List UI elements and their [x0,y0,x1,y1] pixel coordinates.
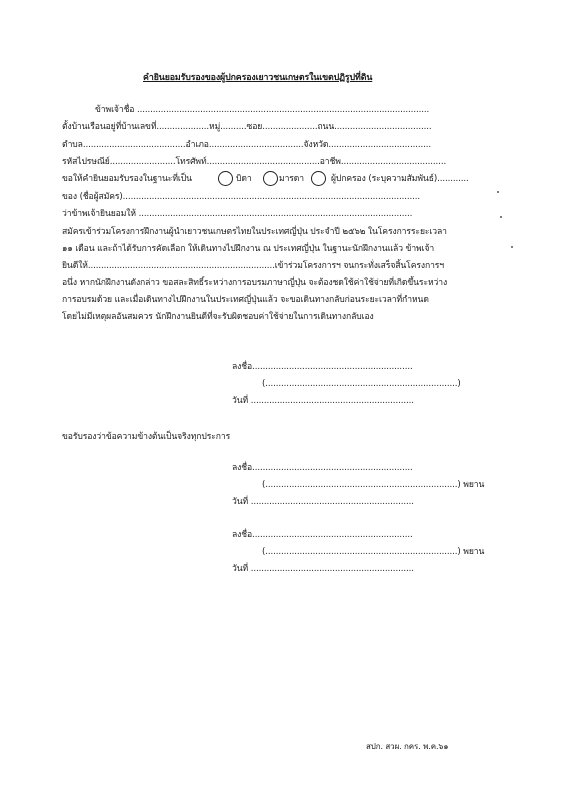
body-line: โดยไม่มีเหตุผลอันสมควร นักฝึกงานยินดีที่จะรับผิดชอบค่าใช้จ่ายในการเดินทางกลับเอง [62,312,374,322]
witness-name-line: (.........................................................................) พยาน [262,480,485,490]
postal-phone-line: รหัสไปรษณีย์.........................โทรศัพท์...........................................อาชีพ........................................ [62,157,447,167]
date-line: วันที่ .............................................................. [232,396,414,406]
date-line: วันที่ .............................................................. [232,497,414,507]
scan-speck [497,191,499,193]
certification-text: ขอรับรองว่าข้อความข้างต้นเป็นจริงทุกประการ [62,432,231,442]
body-line: ยินดีให้.......................................................................เข้าร่วมโครงการฯ จนกระทั่งเสร็จสิ้นโครงการฯ [62,261,445,271]
signature-line: ลงชื่อ............................................................. [232,362,413,372]
scan-speck [500,216,502,218]
date-line: วันที่ .............................................................. [232,564,414,574]
scan-speck [511,246,513,248]
mother-option-label: มารดา [279,174,305,184]
printed-name-line: (.........................................................................) [262,379,461,389]
guardian-checkbox[interactable] [311,171,326,186]
consent-role-label: ขอให้คำยินยอมรับรองในฐานะที่เป็น [62,174,192,184]
body-line: ๑๑ เดือน และถ้าได้รับการคัดเลือก ให้เดินทางไปฝึกงาน ณ ประเทศญี่ปุ่น ในฐานะนักฝึกงานแล้ว ข้าพเจ้า [62,244,435,254]
body-line: สมัครเข้าร่วมโครงการฝึกงานผู้นำเยาวชนเกษตรไทยในประเทศญี่ปุ่น ประจำปี ๒๕๖๒ ในโครงการระยะเวลา [62,227,447,237]
guardian-name-line: ข้าพเจ้าชื่อ ............................................................................................................... [95,105,430,115]
father-option-label: บิดา [236,174,252,184]
signature-line: ลงชื่อ............................................................. [232,530,413,540]
father-checkbox[interactable] [218,171,233,186]
applicant-name-line: ของ (ชื่อผู้สมัคร)................................................................................................................. [62,192,421,202]
form-title: คำยินยอมรับรองของผู้ปกครองเยาวชนเกษตรในเขตปฏิรูปที่ดิน [143,73,373,83]
consent-line: ว่าข้าพเจ้ายินยอมให้ ........................................................................................................ [62,209,413,219]
address-line: ตั้งบ้านเรือนอยู่ที่บ้านเลขที่....................หมู่..........ซอย.....................ถนน..................................... [62,122,432,132]
witness-name-line: (.........................................................................) พยาน [262,547,485,557]
district-line: ตำบล.......................................อำเภอ....................................จังหวัด....................................... [62,140,431,150]
body-line: การอบรมด้วย และเมื่อเดินทางไปฝึกงานในประเทศญี่ปุ่นแล้ว จะขอเดินทางกลับก่อนระยะเวลาที่กำหนด [62,295,429,305]
form-code: สปก. สวผ. กคร. พ.ค.๖๑ [366,742,449,751]
body-line: อนึ่ง หากนักฝึกงานดังกล่าว ขอสละสิทธิ์ระหว่างการอบรมภาษาญี่ปุ่น จะต้องชดใช้ค่าใช้จ่ายที่เกิดขึ้นระหว่าง [62,278,448,288]
guardian-option-label: ผู้ปกครอง (ระบุความสัมพันธ์)............ [331,174,469,184]
mother-checkbox[interactable] [263,171,278,186]
signature-line: ลงชื่อ............................................................. [232,463,413,473]
